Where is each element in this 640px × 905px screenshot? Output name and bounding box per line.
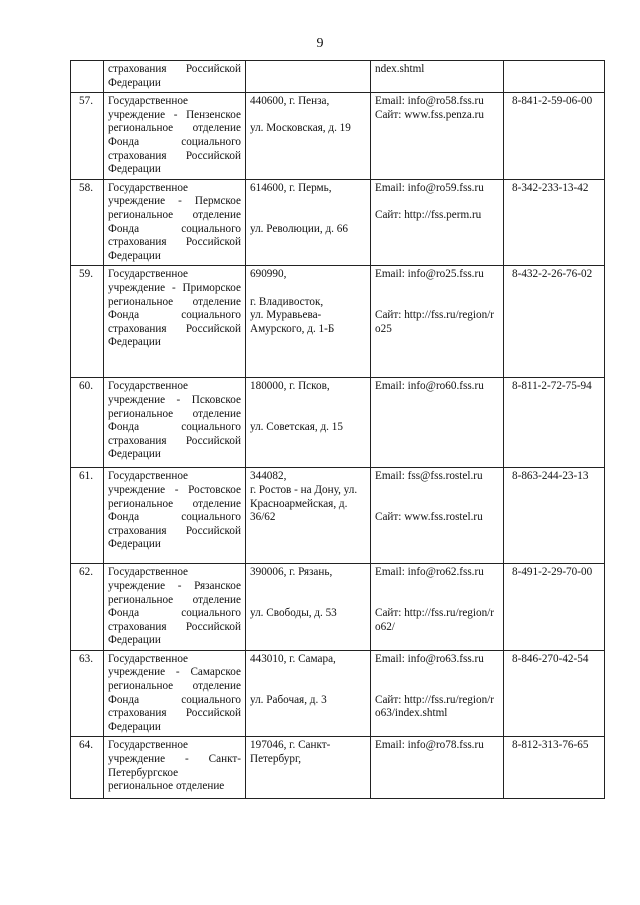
address-cell	[246, 564, 371, 651]
institution-name: Государственное учреждение - Приморское региональное отделение Фонда социального страхования Российской Федерации	[108, 268, 241, 349]
table-row	[71, 650, 605, 737]
table-row	[71, 93, 605, 180]
address-line: 443010, г. Самара,	[250, 652, 336, 665]
table-body	[71, 61, 605, 799]
institution-name-cell	[104, 61, 246, 93]
website-text: Сайт: http://fss.ru/region/ro62/	[375, 607, 495, 633]
website-text: Сайт: www.fss.penza.ru	[375, 108, 484, 121]
phone-cell	[504, 179, 605, 266]
email-text: Email: info@ro78.fss.ru	[375, 739, 484, 752]
phone-number: 8-432-2-26-76-02	[512, 268, 593, 281]
email-text: Email: info@ro58.fss.ru	[375, 95, 484, 108]
address-line: 440600, г. Пенза,	[250, 95, 330, 108]
institution-name-cell	[104, 650, 246, 737]
phone-cell	[504, 468, 605, 564]
address-line: ул. Рабочая, д. 3	[250, 693, 327, 706]
contact-cell	[371, 737, 504, 799]
institution-name: Государственное учреждение - Самарское региональное отделение Фонда социального страхования Российской Федерации	[108, 652, 241, 733]
institution-name: Государственное учреждение - Ростовское региональное отделение Фонда социального страхования Российской Федерации	[108, 470, 241, 551]
institution-name: Государственное учреждение - Псковское региональное отделение Фонда социального страхования Российской Федерации	[108, 380, 241, 461]
email-text: Email: fss@fss.rostel.ru	[375, 470, 483, 483]
row-number: 63.	[71, 650, 104, 737]
row-number: 60.	[71, 378, 104, 468]
address-line: 390006, г. Рязань,	[250, 566, 333, 579]
contact-cell	[371, 61, 504, 93]
contact-cell	[371, 266, 504, 378]
email-text: Email: info@ro59.fss.ru	[375, 181, 484, 194]
institution-name: Государственное учреждение - Санкт-Петербургское региональное отделение	[108, 739, 241, 793]
address-cell	[246, 179, 371, 266]
phone-cell	[504, 266, 605, 378]
address-cell	[246, 468, 371, 564]
table-row	[71, 737, 605, 799]
address-line: 180000, г. Псков,	[250, 380, 330, 393]
address-cell	[246, 61, 371, 93]
phone-number: 8-846-270-42-54	[512, 652, 589, 665]
table-row	[71, 179, 605, 266]
row-number: 64.	[71, 737, 104, 799]
row-number: 58.	[71, 179, 104, 266]
phone-cell	[504, 378, 605, 468]
phone-number: 8-811-2-72-75-94	[512, 380, 592, 393]
website-text: Сайт: http://fss.ru/region/ro25	[375, 309, 495, 335]
address-cell	[246, 737, 371, 799]
institution-name-cell	[104, 266, 246, 378]
website-text: Сайт: www.fss.rostel.ru	[375, 511, 483, 524]
address-cell	[246, 93, 371, 180]
table-row	[71, 61, 605, 93]
phone-number: 8-812-313-76-65	[512, 739, 589, 752]
row-number: 61.	[71, 468, 104, 564]
institution-name-cell	[104, 737, 246, 799]
address-cell	[246, 650, 371, 737]
row-number: 62.	[71, 564, 104, 651]
table-row	[71, 564, 605, 651]
institution-name-cell	[104, 378, 246, 468]
contact-cell	[371, 564, 504, 651]
contact-cell	[371, 93, 504, 180]
page-number: 9	[316, 36, 324, 51]
table-row	[71, 266, 605, 378]
phone-cell	[504, 737, 605, 799]
institution-name: Государственное учреждение - Пермское региональное отделение Фонда социального страхования Российской Федерации	[108, 181, 241, 262]
website-text: Сайт: http://fss.ru/region/ro63/index.shtml	[375, 693, 495, 720]
contact-cell	[371, 468, 504, 564]
address-line: ул. Революции, д. 66	[250, 222, 348, 235]
row-number	[71, 61, 104, 93]
institution-name-cell	[104, 93, 246, 180]
phone-cell	[504, 650, 605, 737]
address-line: г. Владивосток,	[250, 295, 324, 308]
email-text: Email: info@ro63.fss.ru	[375, 652, 484, 665]
website-text: ndex.shtml	[375, 63, 425, 75]
phone-cell	[504, 61, 605, 93]
address-line: 197046, г. Санкт-Петербург,	[250, 739, 331, 766]
email-text: Email: info@ro25.fss.ru	[375, 268, 484, 281]
address-line: 344082,	[250, 470, 287, 483]
institution-name-cell	[104, 179, 246, 266]
address-line: ул. Советская, д. 15	[250, 421, 343, 434]
phone-number: 8-841-2-59-06-00	[512, 95, 593, 108]
table-row	[71, 468, 605, 564]
contact-cell	[371, 179, 504, 266]
fss-offices-table	[70, 60, 605, 799]
address-line: 690990,	[250, 268, 287, 281]
phone-number: 8-863-244-23-13	[512, 470, 589, 483]
institution-name-cell	[104, 468, 246, 564]
institution-name: Государственное учреждение - Рязанское региональное отделение Фонда социального страхования Российской Федерации	[108, 566, 241, 647]
email-text: Email: info@ro62.fss.ru	[375, 566, 484, 579]
address-line: ул. Свободы, д. 53	[250, 607, 337, 620]
address-line: ул. Муравьева-Амурского, д. 1-Б	[250, 309, 335, 335]
phone-cell	[504, 564, 605, 651]
address-line: ул. Московская, д. 19	[250, 122, 351, 135]
address-cell	[246, 266, 371, 378]
institution-name: Государственное учреждение - Пензенское региональное отделение Фонда социального страхования Российской Федерации	[108, 95, 241, 176]
row-number: 57.	[71, 93, 104, 180]
table-row	[71, 378, 605, 468]
website-text: Сайт: http://fss.perm.ru	[375, 208, 482, 221]
contact-cell	[371, 378, 504, 468]
institution-name: страхования Российской Федерации	[108, 63, 241, 89]
row-number: 59.	[71, 266, 104, 378]
address-line: г. Ростов - на Дону, ул. Красноармейская, д. 36/62	[250, 483, 358, 524]
contact-cell	[371, 650, 504, 737]
address-cell	[246, 378, 371, 468]
email-text: Email: info@ro60.fss.ru	[375, 380, 484, 393]
phone-number: 8-342-233-13-42	[512, 181, 589, 194]
institution-name-cell	[104, 564, 246, 651]
address-line: 614600, г. Пермь,	[250, 181, 332, 194]
phone-cell	[504, 93, 605, 180]
phone-number: 8-491-2-29-70-00	[512, 566, 593, 579]
